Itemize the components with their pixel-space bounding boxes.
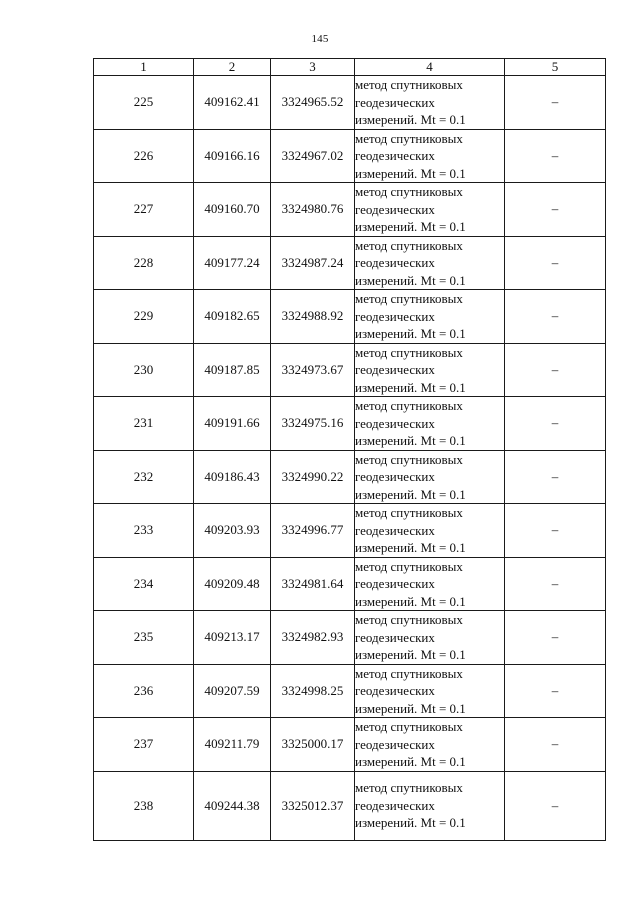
y-coordinate-cell: 3324967.02 — [271, 129, 355, 183]
method-line: измерений. Mt = 0.1 — [355, 754, 466, 769]
coordinates-table — [93, 58, 606, 841]
method-cell — [355, 290, 505, 344]
method-line: измерений. Mt = 0.1 — [355, 486, 466, 502]
y-coordinate-cell: 3324988.92 — [271, 290, 355, 344]
table-row — [94, 450, 606, 504]
method-line: измерений. Mt = 0.1 — [355, 272, 466, 288]
note-cell: – — [505, 343, 606, 397]
method-line: геодезических — [355, 576, 435, 591]
method-cell — [355, 504, 505, 558]
method-line: измерений. Mt = 0.1 — [355, 540, 466, 555]
note-cell: – — [505, 611, 606, 665]
note-cell: – — [505, 450, 606, 504]
method-line: метод спутниковых — [355, 237, 463, 253]
x-coordinate-cell: 409244.38 — [194, 771, 271, 840]
page-number: 145 — [311, 33, 329, 45]
method-line: измерений. Mt = 0.1 — [355, 433, 466, 448]
method-line: геодезических — [355, 469, 435, 484]
header-col-5: 5 — [505, 59, 606, 76]
method-line: измерений. Mt = 0.1 — [355, 379, 466, 395]
x-coordinate-cell: 409187.85 — [194, 343, 271, 397]
header-col-3: 3 — [271, 59, 355, 76]
table-row — [94, 343, 606, 397]
method-cell — [355, 343, 505, 397]
table-row — [94, 557, 606, 611]
y-coordinate-cell: 3324987.24 — [271, 236, 355, 290]
header-col-1: 1 — [94, 59, 194, 76]
y-coordinate-cell: 3325012.37 — [271, 771, 355, 840]
point-number-cell: 227 — [94, 183, 194, 237]
table-row — [94, 504, 606, 558]
method-line: метод спутниковых — [355, 505, 463, 520]
note-cell: – — [505, 183, 606, 237]
y-coordinate-cell: 3324990.22 — [271, 450, 355, 504]
x-coordinate-cell: 409166.16 — [194, 129, 271, 183]
y-coordinate-cell: 3324982.93 — [271, 611, 355, 665]
point-number-cell: 233 — [94, 504, 194, 558]
method-cell — [355, 183, 505, 237]
method-line: метод спутниковых — [355, 665, 463, 681]
method-cell — [355, 397, 505, 451]
note-cell: – — [505, 290, 606, 344]
x-coordinate-cell: 409213.17 — [194, 611, 271, 665]
point-number-cell: 225 — [94, 76, 194, 130]
point-number-cell: 228 — [94, 236, 194, 290]
x-coordinate-cell: 409209.48 — [194, 557, 271, 611]
x-coordinate-cell: 409186.43 — [194, 450, 271, 504]
y-coordinate-cell: 3324998.25 — [271, 664, 355, 718]
table-body — [94, 76, 606, 841]
note-cell: – — [505, 129, 606, 183]
method-line: геодезических — [355, 736, 435, 752]
note-cell: – — [505, 557, 606, 611]
table-row — [94, 236, 606, 290]
method-line: метод спутниковых — [355, 77, 463, 92]
point-number-cell: 235 — [94, 611, 194, 665]
table-row — [94, 183, 606, 237]
point-number-cell: 226 — [94, 129, 194, 183]
x-coordinate-cell: 409207.59 — [194, 664, 271, 718]
table-row — [94, 290, 606, 344]
note-cell: – — [505, 76, 606, 130]
method-line: геодезических — [355, 201, 435, 217]
method-line: геодезических — [355, 308, 435, 324]
method-line: геодезических — [355, 797, 435, 813]
header-col-4: 4 — [355, 59, 505, 76]
point-number-cell: 232 — [94, 450, 194, 504]
method-line: измерений. Mt = 0.1 — [355, 112, 466, 127]
point-number-cell: 237 — [94, 718, 194, 772]
method-cell — [355, 611, 505, 665]
method-line: метод спутниковых — [355, 558, 463, 574]
table-row — [94, 397, 606, 451]
method-cell — [355, 718, 505, 772]
x-coordinate-cell: 409160.70 — [194, 183, 271, 237]
note-cell: – — [505, 718, 606, 772]
method-cell — [355, 664, 505, 718]
y-coordinate-cell: 3324973.67 — [271, 343, 355, 397]
method-line: геодезических — [355, 255, 435, 270]
note-cell: – — [505, 771, 606, 840]
table-row — [94, 771, 606, 840]
method-cell — [355, 236, 505, 290]
method-line: метод спутниковых — [355, 612, 463, 627]
point-number-cell: 236 — [94, 664, 194, 718]
table-row — [94, 129, 606, 183]
table-row — [94, 718, 606, 772]
header-col-2: 2 — [194, 59, 271, 76]
method-line: метод спутниковых — [355, 780, 463, 796]
x-coordinate-cell: 409177.24 — [194, 236, 271, 290]
y-coordinate-cell: 3325000.17 — [271, 718, 355, 772]
x-coordinate-cell: 409203.93 — [194, 504, 271, 558]
method-line: метод спутниковых — [355, 184, 463, 199]
point-number-cell: 231 — [94, 397, 194, 451]
y-coordinate-cell: 3324981.64 — [271, 557, 355, 611]
table-row — [94, 76, 606, 130]
method-cell — [355, 129, 505, 183]
method-line: метод спутниковых — [355, 451, 463, 467]
method-line: геодезических — [355, 683, 435, 698]
method-cell — [355, 450, 505, 504]
table-row — [94, 611, 606, 665]
method-line: метод спутниковых — [355, 130, 463, 146]
method-cell — [355, 557, 505, 611]
y-coordinate-cell: 3324975.16 — [271, 397, 355, 451]
method-line: геодезических — [355, 629, 435, 645]
method-cell — [355, 76, 505, 130]
method-line: геодезических — [355, 94, 435, 110]
x-coordinate-cell: 409191.66 — [194, 397, 271, 451]
point-number-cell: 238 — [94, 771, 194, 840]
method-line: измерений. Mt = 0.1 — [355, 647, 466, 662]
x-coordinate-cell: 409182.65 — [194, 290, 271, 344]
method-line: измерений. Mt = 0.1 — [355, 219, 466, 234]
method-line: метод спутниковых — [355, 291, 463, 306]
method-line: измерений. Mt = 0.1 — [355, 593, 466, 609]
note-cell: – — [505, 504, 606, 558]
method-line: метод спутниковых — [355, 719, 463, 734]
method-line: измерений. Mt = 0.1 — [355, 165, 466, 181]
method-line: геодезических — [355, 362, 435, 377]
method-line: метод спутниковых — [355, 344, 463, 360]
point-number-cell: 234 — [94, 557, 194, 611]
method-line: геодезических — [355, 415, 435, 431]
note-cell: – — [505, 397, 606, 451]
x-coordinate-cell: 409162.41 — [194, 76, 271, 130]
x-coordinate-cell: 409211.79 — [194, 718, 271, 772]
y-coordinate-cell: 3324996.77 — [271, 504, 355, 558]
point-number-cell: 229 — [94, 290, 194, 344]
table-row — [94, 664, 606, 718]
point-number-cell: 230 — [94, 343, 194, 397]
method-line: геодезических — [355, 522, 435, 538]
method-line: геодезических — [355, 148, 435, 163]
method-cell — [355, 771, 505, 840]
y-coordinate-cell: 3324965.52 — [271, 76, 355, 130]
method-line: измерений. Mt = 0.1 — [355, 815, 466, 831]
table-header-row — [94, 59, 606, 76]
method-line: метод спутниковых — [355, 398, 463, 413]
method-line: измерений. Mt = 0.1 — [355, 326, 466, 341]
y-coordinate-cell: 3324980.76 — [271, 183, 355, 237]
note-cell: – — [505, 236, 606, 290]
note-cell: – — [505, 664, 606, 718]
method-line: измерений. Mt = 0.1 — [355, 700, 466, 716]
